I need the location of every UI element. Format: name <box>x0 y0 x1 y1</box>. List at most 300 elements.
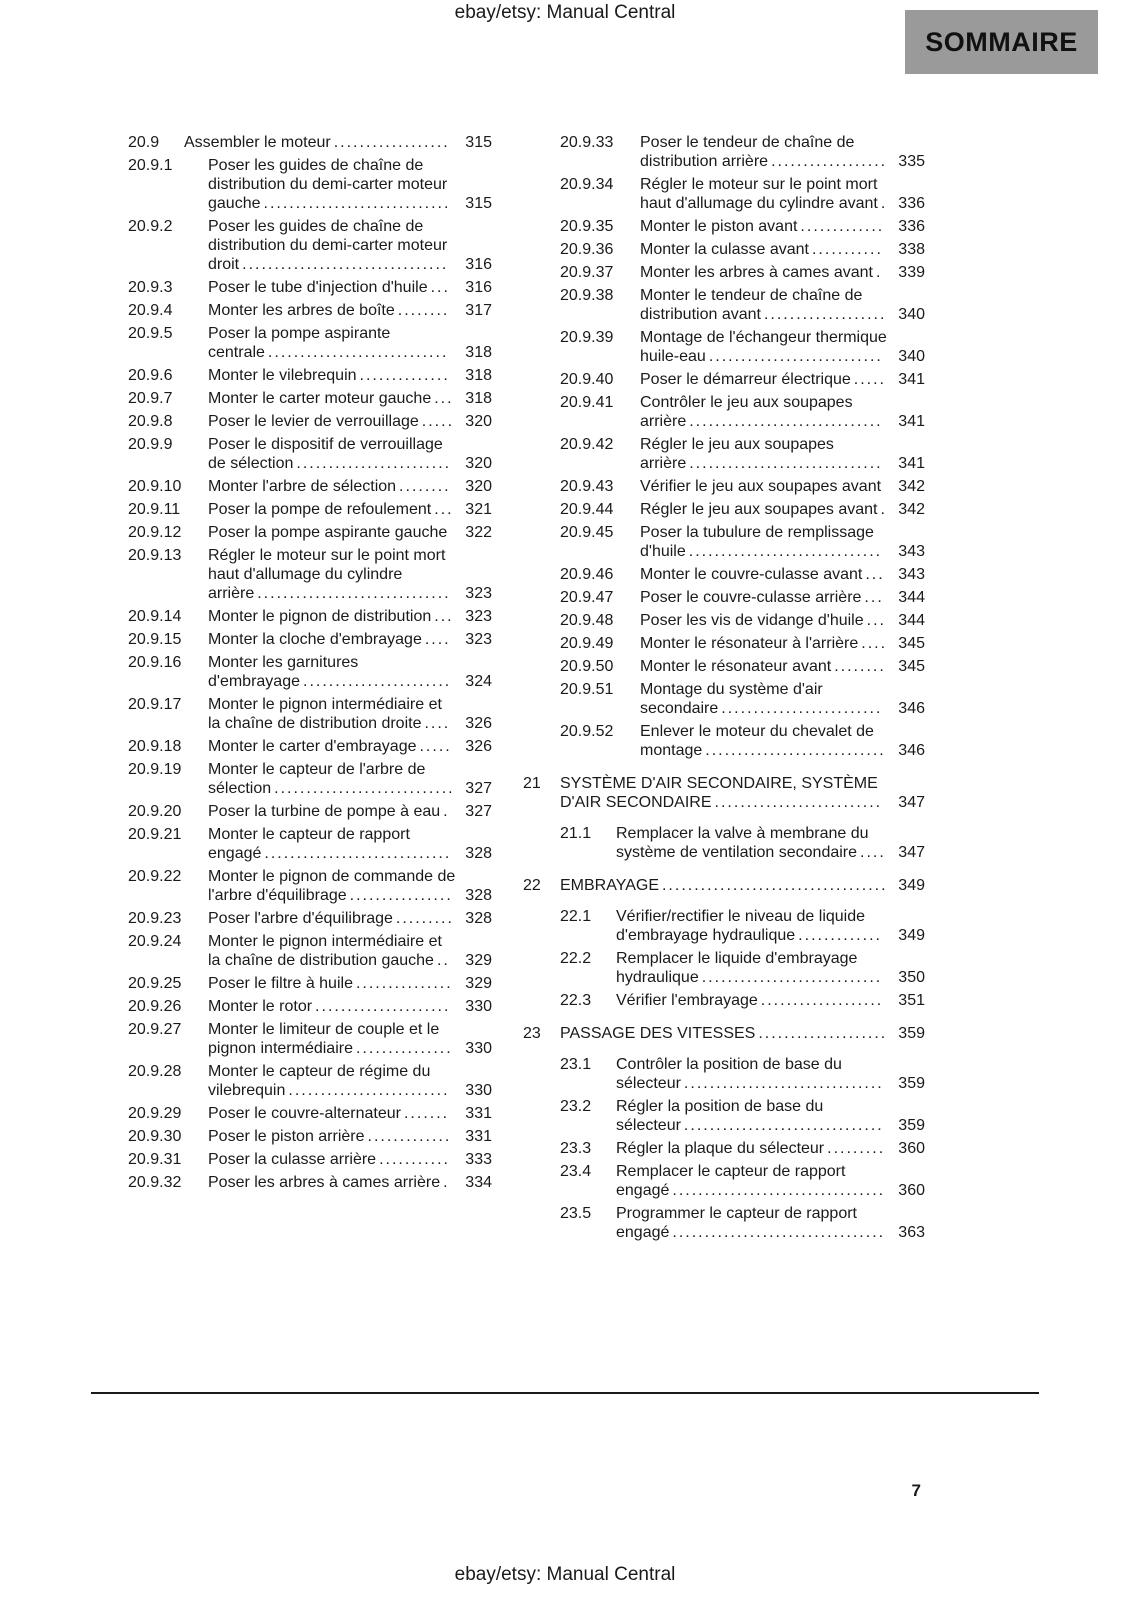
toc-entry-title: Monter la cloche d'embrayage <box>208 631 422 648</box>
toc-entry-title: Monter le rotor <box>208 998 313 1015</box>
toc-entry-title: Monter le couvre-culasse avant <box>640 566 863 583</box>
toc-leader-dots: ................................ <box>242 256 449 273</box>
toc-entry-number: 20.9.39 <box>560 329 614 346</box>
toc-entry <box>560 328 925 366</box>
toc-entry-body <box>640 680 925 718</box>
toc-leader-dots: ... <box>434 608 454 625</box>
toc-entry-page: 323 <box>465 631 492 648</box>
toc-entry-number: 20.9.4 <box>128 302 173 319</box>
toc-entry <box>560 1204 925 1242</box>
toc-entry-body <box>208 477 492 496</box>
toc-entry <box>128 802 492 821</box>
toc-entry-body <box>616 1162 925 1200</box>
toc-entry-body <box>208 825 492 863</box>
toc-entry-body <box>640 435 925 473</box>
toc-entry <box>128 825 492 863</box>
toc-leader-dots: ... <box>430 279 450 296</box>
toc-entry-body <box>640 217 925 236</box>
toc-entry <box>560 824 925 862</box>
toc-leader-dots: ........................... <box>708 348 883 365</box>
toc-entry-number: 20.9.22 <box>128 868 182 885</box>
toc-entry-title: Régler la plaque du sélecteur <box>616 1140 825 1157</box>
toc-entry-page: 345 <box>898 635 925 652</box>
toc-entry-number: 20.9.36 <box>560 241 614 258</box>
toc-entry <box>560 523 925 561</box>
toc-entry-number: 22 <box>523 877 541 894</box>
toc-entry-title: Poser la turbine de pompe à eau <box>208 803 441 820</box>
toc-entry-page: 341 <box>898 371 925 388</box>
toc-entry-number: 20.9.52 <box>560 723 614 740</box>
toc-leader-dots: ................ <box>349 887 453 904</box>
toc-entry <box>560 680 925 718</box>
toc-leader-dots: ....... <box>403 1105 450 1122</box>
toc-leader-dots: ............... <box>355 1040 453 1057</box>
toc-entry-body <box>208 1127 492 1146</box>
toc-entry-title: Monter les arbres à cames avant <box>640 264 873 281</box>
toc-entry-page: 316 <box>465 256 492 273</box>
toc-leader-dots: . <box>876 264 883 281</box>
toc-entry-number: 20.9.33 <box>560 134 614 151</box>
toc-entry-body <box>640 657 925 676</box>
toc-entry-title: Monter le limiteur de couple et le pignon intermédiaire <box>208 1021 440 1057</box>
toc-entry <box>128 1062 492 1100</box>
toc-entry-title: Monter le capteur de régime du vilebrequin <box>208 1063 431 1099</box>
toc-entry <box>560 435 925 473</box>
toc-entry-body <box>184 133 492 152</box>
toc-entry-body <box>208 217 492 274</box>
toc-entry-number: 23.5 <box>560 1205 592 1222</box>
toc-entry-title: Poser le dispositif de verrouillage de sélection <box>208 436 443 472</box>
toc-entry-number: 20.9.20 <box>128 803 182 820</box>
toc-entry-page: 349 <box>898 927 925 944</box>
toc-entry-body <box>208 867 492 905</box>
toc-entry-page: 350 <box>898 969 925 986</box>
toc-entry-number: 20.9.41 <box>560 394 614 411</box>
toc-entry-body <box>640 393 925 431</box>
toc-entry-body <box>208 324 492 362</box>
toc-entry-body <box>616 907 925 945</box>
toc-entry-body <box>208 695 492 733</box>
toc-entry-page: 323 <box>465 608 492 625</box>
toc-leader-dots: . <box>443 803 450 820</box>
toc-entry-body <box>640 523 925 561</box>
toc-entry-page: 315 <box>465 195 492 212</box>
toc-entry-page: 359 <box>898 1075 925 1092</box>
toc-leader-dots: .............................. <box>257 585 451 602</box>
toc-entry-title: Poser les guides de chaîne de distribution du demi-carter moteur droit <box>208 218 448 273</box>
toc-leader-dots: .... <box>861 635 888 652</box>
toc-entry-body <box>208 1173 492 1192</box>
toc-entry-title: Monter le pignon de commande de l'arbre d'équilibrage <box>208 868 456 904</box>
toc-entry-page: 320 <box>465 413 492 430</box>
toc-entry-title: Régler la position de base du sélecteur <box>616 1098 824 1134</box>
toc-entry-title: Monter l'arbre de sélection <box>208 478 397 495</box>
toc-leader-dots: ... <box>434 390 454 407</box>
toc-entry <box>128 653 492 691</box>
toc-entry-number: 20.9.2 <box>128 218 173 235</box>
toc-entry-number: 20.9.38 <box>560 287 614 304</box>
toc-entry-body <box>616 991 925 1010</box>
toc-entry-page: 316 <box>465 279 492 296</box>
toc-entry-page: 349 <box>898 877 925 894</box>
toc-entry <box>128 1104 492 1123</box>
toc-leader-dots: ................... <box>760 992 884 1009</box>
toc-entry-body <box>208 802 492 821</box>
toc-leader-dots: . <box>880 501 887 518</box>
toc-entry-number: 20.9.43 <box>560 478 614 495</box>
toc-entry-title: Poser la pompe de refoulement <box>208 501 432 518</box>
toc-entry-number: 20.9.37 <box>560 264 614 281</box>
toc-entry <box>560 175 925 213</box>
toc-entry <box>128 412 492 431</box>
toc-entry-number: 20.9.7 <box>128 390 173 407</box>
toc-leader-dots: ............. <box>800 218 885 235</box>
toc-entry-title: Monter la culasse avant <box>640 241 809 258</box>
toc-entry <box>128 1150 492 1169</box>
toc-leader-dots: ............................ <box>701 969 883 986</box>
toc-entry-number: 20.9.15 <box>128 631 182 648</box>
toc-entry-title: Poser le filtre à huile <box>208 975 353 992</box>
toc-entry-title: Remplacer le capteur de rapport engagé <box>616 1163 846 1199</box>
toc-entry <box>560 477 925 496</box>
toc-leader-dots: ..... <box>853 371 886 388</box>
toc-entry-body <box>208 366 492 385</box>
toc-entry-body <box>208 278 492 297</box>
toc-entry-page: 320 <box>465 455 492 472</box>
toc-entry <box>128 760 492 798</box>
toc-leader-dots: ............................ <box>267 344 449 361</box>
toc-entry-number: 20.9.17 <box>128 696 182 713</box>
toc-leader-dots: ........ <box>397 302 450 319</box>
toc-entry <box>523 1024 925 1043</box>
toc-leader-dots: ........ <box>834 658 886 675</box>
toc-entry-page: 331 <box>465 1128 492 1145</box>
toc-leader-dots: ......... <box>395 910 454 927</box>
toc-entry <box>128 133 492 152</box>
toc-entry <box>560 611 925 630</box>
toc-entry-title: Programmer le capteur de rapport engagé <box>616 1205 857 1241</box>
toc-entry-page: 318 <box>465 344 492 361</box>
toc-entry-number: 20.9.21 <box>128 826 182 843</box>
toc-entry-number: 20.9.32 <box>128 1174 182 1191</box>
toc-entry-number: 20.9.1 <box>128 157 173 174</box>
toc-entry-page: 343 <box>898 543 925 560</box>
toc-entry-page: 331 <box>465 1105 492 1122</box>
toc-column-left <box>91 133 492 1246</box>
toc-entry-number: 22.3 <box>560 992 592 1009</box>
toc-entry <box>523 876 925 895</box>
toc-leader-dots: ..... <box>419 738 452 755</box>
toc-entry-title: Monter les garnitures d'embrayage <box>208 654 359 690</box>
toc-entry-title: Poser le couvre-culasse arrière <box>640 589 862 606</box>
toc-entry-body <box>616 1055 925 1093</box>
toc-entry-body <box>208 607 492 626</box>
toc-entry <box>128 389 492 408</box>
toc-entry-body <box>640 588 925 607</box>
footer-title: ebay/etsy: Manual Central <box>454 1564 676 1585</box>
toc-entry <box>560 1097 925 1135</box>
toc-entry-body <box>560 876 925 895</box>
toc-entry-number: 20.9.10 <box>128 478 182 495</box>
toc-entry-page: 336 <box>898 218 925 235</box>
toc-entry-number: 20.9.34 <box>560 176 614 193</box>
toc-leader-dots: ............. <box>367 1128 452 1145</box>
toc-leader-dots: . <box>443 1174 450 1191</box>
toc-entry-number: 20.9.3 <box>128 279 173 296</box>
toc-entry <box>560 370 925 389</box>
toc-leader-dots: ................................... <box>661 877 888 894</box>
toc-entry <box>560 1055 925 1093</box>
toc-leader-dots: .............................. <box>689 413 883 430</box>
toc-entry-body <box>208 909 492 928</box>
toc-entry-title: Régler le moteur sur le point mort haut d'allumage du cylindre arrière <box>208 547 446 602</box>
toc-entry-title: Vérifier l'embrayage <box>616 992 758 1009</box>
toc-entry-page: 359 <box>898 1025 925 1042</box>
toc-entry <box>560 634 925 653</box>
toc-entry-page: 328 <box>465 845 492 862</box>
toc-leader-dots: ................... <box>763 306 887 323</box>
toc-entry-number: 23.1 <box>560 1056 592 1073</box>
toc-entry <box>560 949 925 987</box>
toc-entry-title: Poser le levier de verrouillage <box>208 413 419 430</box>
toc-leader-dots: ......................... <box>721 700 883 717</box>
toc-entry-page: 342 <box>898 478 925 495</box>
toc-entry-page: 360 <box>898 1140 925 1157</box>
toc-entry <box>560 393 925 431</box>
toc-entry-number: 22.1 <box>560 908 592 925</box>
toc-entry-page: 359 <box>898 1117 925 1134</box>
toc-entry <box>560 217 925 236</box>
toc-entry-title: Poser la tubulure de remplissage d'huile <box>640 524 874 560</box>
toc-entry-page: 351 <box>898 992 925 1009</box>
toc-entry-page: 323 <box>465 585 492 602</box>
toc-entry-number: 20.9.50 <box>560 658 614 675</box>
toc-entry-body <box>208 760 492 798</box>
toc-entry-title: Montage de l'échangeur thermique huile-eau <box>640 329 887 365</box>
toc-entry-title: Poser le tube d'injection d'huile <box>208 279 428 296</box>
toc-entry-page: 340 <box>898 348 925 365</box>
toc-entry-title: SYSTÈME D'AIR SECONDAIRE, SYSTÈME D'AIR SECONDAIRE <box>560 775 878 811</box>
toc-entry-number: 20.9.5 <box>128 325 173 342</box>
toc-entry-title: Monter le résonateur à l'arrière <box>640 635 859 652</box>
toc-entry-page: 330 <box>465 1082 492 1099</box>
toc-leader-dots: ........ <box>399 478 451 495</box>
toc-entry-number: 20.9.23 <box>128 910 182 927</box>
toc-entry-title: Vérifier/rectifier le niveau de liquide d'embrayage hydraulique <box>616 908 866 944</box>
toc-entry-number: 23.4 <box>560 1163 592 1180</box>
toc-leader-dots: .............. <box>359 367 450 384</box>
toc-entry <box>560 907 925 945</box>
page-number: 7 <box>911 1481 921 1500</box>
toc-entry-title: Monter le carter d'embrayage <box>208 738 417 755</box>
toc-entry-page: 327 <box>465 780 492 797</box>
toc-leader-dots: ..................... <box>315 998 451 1015</box>
toc-entry <box>560 565 925 584</box>
toc-entry-number: 20.9.46 <box>560 566 614 583</box>
toc-entry-number: 20.9.9 <box>128 436 173 453</box>
toc-entry-title: Monter le pignon intermédiaire et la chaîne de distribution droite <box>208 696 442 732</box>
toc-entry-body <box>208 932 492 970</box>
toc-entry-page: 344 <box>898 589 925 606</box>
toc-leader-dots: ..... <box>421 413 455 430</box>
toc-entry-page: 345 <box>898 658 925 675</box>
toc-entry <box>128 737 492 756</box>
toc-entry <box>523 774 925 812</box>
toc-entry-body <box>640 500 925 519</box>
toc-entry-page: 333 <box>465 1151 492 1168</box>
toc-entry-page: 363 <box>898 1224 925 1241</box>
toc-entry-body <box>640 240 925 259</box>
toc-entry <box>128 324 492 362</box>
toc-entry-body <box>560 774 925 812</box>
toc-entry-page: 330 <box>465 1040 492 1057</box>
toc-entry-number: 20.9.19 <box>128 761 182 778</box>
toc-entry-body <box>208 1150 492 1169</box>
toc-entry-body <box>208 301 492 320</box>
toc-entry-number: 20.9.44 <box>560 501 614 518</box>
toc-entry-title: Montage du système d'air secondaire <box>640 681 823 717</box>
toc-entry-body <box>208 974 492 993</box>
toc-entry-title: Poser le piston arrière <box>208 1128 365 1145</box>
toc-entry-body <box>640 370 925 389</box>
toc-entry-page: 324 <box>465 673 492 690</box>
toc-leader-dots: ....................... <box>303 673 452 690</box>
toc-entry <box>128 932 492 970</box>
toc-entry <box>128 695 492 733</box>
toc-leader-dots: ................................. <box>672 1224 886 1241</box>
sommaire-badge <box>905 10 1098 74</box>
toc-entry <box>128 156 492 213</box>
toc-entry-body <box>640 611 925 630</box>
toc-entry-title: Poser le démarreur électrique <box>640 371 851 388</box>
toc-entry <box>560 1162 925 1200</box>
toc-entry-body <box>616 824 925 862</box>
toc-entry-page: 342 <box>898 501 925 518</box>
toc-leader-dots: ........... <box>811 241 883 258</box>
toc-entry-number: 20.9.24 <box>128 933 182 950</box>
toc-entry-body <box>640 634 925 653</box>
toc-entry-body <box>208 156 492 213</box>
toc-entry-page: 317 <box>465 302 492 319</box>
toc-entry-body <box>640 477 925 496</box>
toc-entry <box>128 997 492 1016</box>
toc-entry-body <box>616 1097 925 1135</box>
toc-leader-dots: ......... <box>827 1140 886 1157</box>
toc-entry-number: 20.9.13 <box>128 547 182 564</box>
toc-entry-page: 327 <box>465 803 492 820</box>
toc-entry-title: Poser la pompe aspirante centrale <box>208 325 391 361</box>
toc-leader-dots: ......................... <box>288 1082 450 1099</box>
toc-entry-body <box>640 175 925 213</box>
toc-entry-number: 20.9.26 <box>128 998 182 1015</box>
toc-leader-dots: .................. <box>333 134 450 151</box>
toc-entry-title: Poser les guides de chaîne de distribution du demi-carter moteur gauche <box>208 157 448 212</box>
toc-entry-body <box>640 328 925 366</box>
toc-entry-number: 20.9.31 <box>128 1151 182 1168</box>
toc-entry-title: Monter le pignon intermédiaire et la chaîne de distribution gauche <box>208 933 442 969</box>
toc-entry-body <box>640 722 925 760</box>
toc-entry-title: Régler le jeu aux soupapes arrière <box>640 436 834 472</box>
toc-entry-page: 321 <box>465 501 492 518</box>
toc-column-right <box>523 133 925 1246</box>
header-title: ebay/etsy: Manual Central <box>454 2 676 23</box>
toc-entry-number: 20.9.27 <box>128 1021 182 1038</box>
sommaire-label: SOMMAIRE <box>925 26 1078 57</box>
toc-entry-title: Remplacer la valve à membrane du système de ventilation secondaire <box>616 825 869 861</box>
toc-entry-number: 20.9.51 <box>560 681 614 698</box>
toc-entry-page: 336 <box>898 195 925 212</box>
toc-entry-number: 20.9.16 <box>128 654 182 671</box>
toc-entry <box>560 240 925 259</box>
toc-entry-page: 338 <box>898 241 925 258</box>
toc-entry <box>560 657 925 676</box>
toc-entry-body <box>208 653 492 691</box>
toc-entry-page: 330 <box>465 998 492 1015</box>
toc-leader-dots: ........... <box>379 1151 450 1168</box>
toc-leader-dots: ... <box>864 589 884 606</box>
toc-entry-page: 360 <box>898 1182 925 1199</box>
toc-entry-title: Vérifier le jeu aux soupapes avant <box>640 478 882 495</box>
toc-entry <box>128 1127 492 1146</box>
toc-entry-title: EMBRAYAGE <box>560 877 659 894</box>
toc-entry-number: 20.9.29 <box>128 1105 182 1122</box>
toc-entry-title: Régler le jeu aux soupapes avant <box>640 501 878 518</box>
toc-leader-dots: .... <box>860 844 886 861</box>
toc-entry-page: 347 <box>898 794 925 811</box>
toc-entry <box>560 263 925 282</box>
toc-entry-title: Remplacer le liquide d'embrayage hydraulique <box>616 950 858 986</box>
toc-entry <box>128 1173 492 1192</box>
toc-entry-page: 328 <box>465 887 492 904</box>
toc-leader-dots: .. <box>436 952 450 969</box>
toc-entry-page: 326 <box>465 738 492 755</box>
toc-entry-title: Poser les vis de vidange d'huile <box>640 612 864 629</box>
toc-entry-body <box>640 565 925 584</box>
toc-entry-page: 320 <box>465 478 492 495</box>
toc-entry <box>128 278 492 297</box>
toc-entry <box>560 500 925 519</box>
toc-entry-page: 341 <box>898 455 925 472</box>
toc-entry-title: Enlever le moteur du chevalet de montage <box>640 723 874 759</box>
toc-entry-title: Monter le capteur de l'arbre de sélection <box>208 761 426 797</box>
toc-leader-dots: ............................. <box>264 845 452 862</box>
toc-entry-page: 322 <box>465 524 492 541</box>
toc-entry-number: 20.9.18 <box>128 738 182 755</box>
toc-entry-body <box>208 523 492 542</box>
toc-entry <box>560 991 925 1010</box>
toc-entry-number: 20.9.28 <box>128 1063 182 1080</box>
toc-entry <box>128 217 492 274</box>
toc-entry <box>128 523 492 542</box>
toc-leader-dots: ............. <box>798 927 882 944</box>
toc-entry-body <box>208 997 492 1016</box>
toc-entry-page: 344 <box>898 612 925 629</box>
toc-entry-page: 334 <box>465 1174 492 1191</box>
toc-leader-dots: . <box>880 195 888 212</box>
toc-entry-number: 20.9.12 <box>128 524 182 541</box>
toc-entry-number: 21 <box>523 775 541 792</box>
toc-entry-body <box>640 286 925 324</box>
toc-entry <box>128 477 492 496</box>
toc-entry-number: 21.1 <box>560 825 592 842</box>
toc-entry-body <box>616 1204 925 1242</box>
toc-leader-dots: ... <box>865 566 885 583</box>
toc-entry-number: 20.9.8 <box>128 413 173 430</box>
toc-entry-number: 20.9.6 <box>128 367 173 384</box>
toc-entry-number: 20.9.40 <box>560 371 614 388</box>
toc-entry <box>128 500 492 519</box>
toc-entry-page: 339 <box>898 264 925 281</box>
